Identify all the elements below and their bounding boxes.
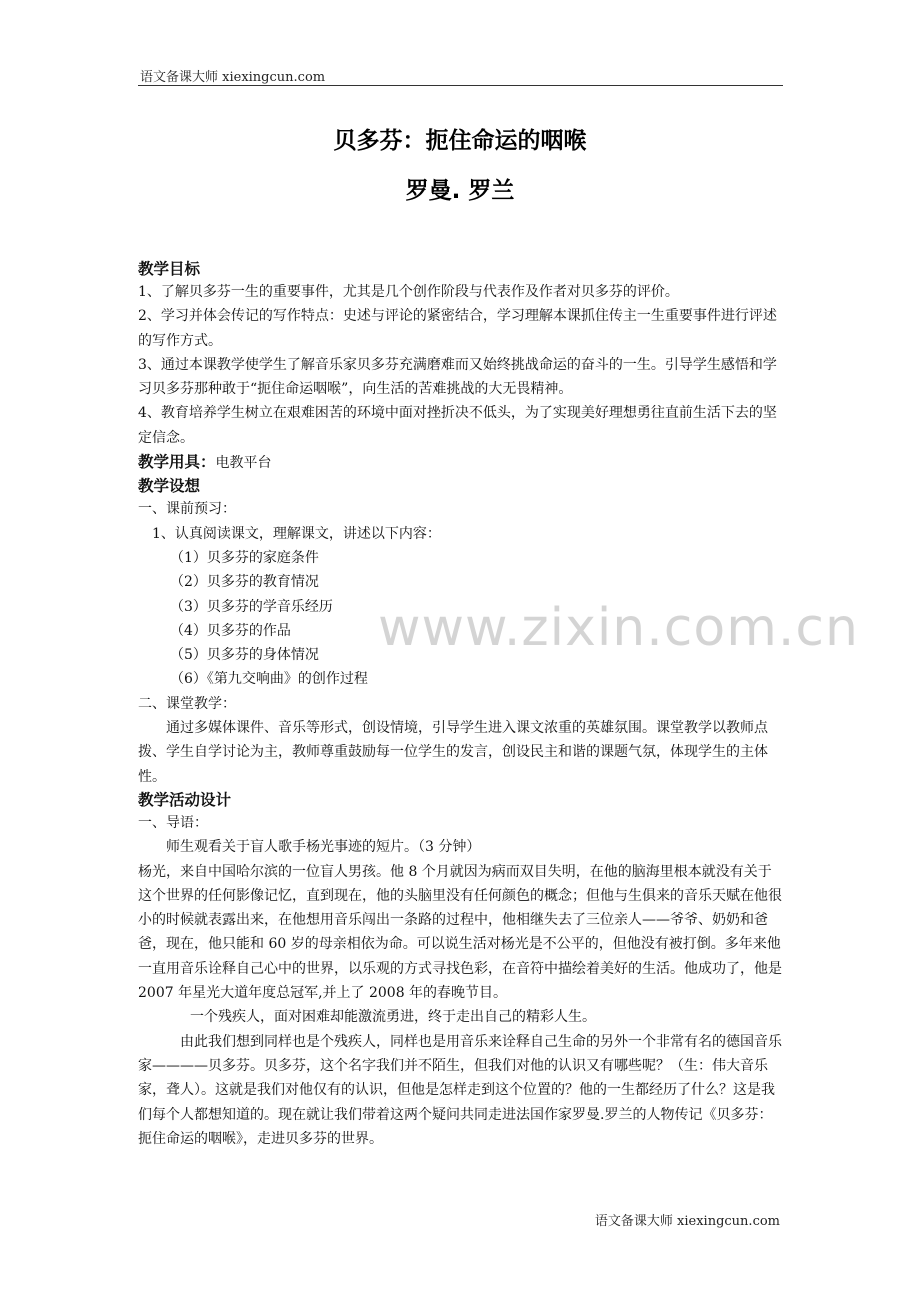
objective-item: 1、了解贝多芬一生的重要事件，尤其是几个创作阶段与代表作及作者对贝多芬的评价。	[138, 284, 679, 300]
tools-value: 电教平台	[215, 455, 272, 472]
watermark: www.zixin.com.cn	[378, 598, 859, 658]
preview-item: （2）贝多芬的教育情况	[170, 574, 319, 591]
activity-part-1: 一、导语：	[138, 814, 208, 831]
tools-line	[138, 450, 783, 475]
section-heading-activity: 教学活动设计	[138, 790, 232, 809]
design-part-2: 二、课堂教学：	[138, 695, 236, 712]
header-divider	[138, 85, 783, 86]
activity-paragraph: 一个残疾人，面对困难却能激流勇进，终于走出自己的精彩人生。	[190, 1009, 596, 1026]
preview-item: （3）贝多芬的学音乐经历	[170, 598, 333, 615]
section-heading-objectives: 教学目标	[138, 260, 201, 278]
design-part-2-text: 通过多媒体课件、音乐等形式，创设情境，引导学生进入课文浓重的英雄氛围。课堂教学以教师点拨、学生自学讨论为主，教师尊重鼓励每一位学生的发言，创设民主和谐的课题气氛，体现学生的主体性。	[138, 720, 768, 785]
design-part-1: 一、课前预习：	[138, 501, 236, 518]
objective-item: 4、教育培养学生树立在艰难困苦的环境中面对挫折决不低头，为了实现美好理想勇往直前生活下去的坚定信念。	[138, 405, 777, 446]
activity-paragraph: 杨光，来自中国哈尔滨的一位盲人男孩。他 8 个月就因为病而双目失明，在他的脑海里根本就没有关于这个世界的任何影像记忆，直到现在，他的头脑里没有任何颜色的概念；但他与生俱来的音乐天赋在他很小的时候就表露出来，在他想用音乐闯出一条路的过程中，他相继失去了三位亲人——爷爷、奶奶和爸爸，现在，他只能和 60 岁的母亲相依为命。可以说生活对杨光是不公平的，但他没有被打倒。多年来他一直用音乐诠释自己心中的世界，以乐观的方式寻找色彩，在音符中描绘着美好的生活。他成功了，他是 2007 年星光大道年度总冠军,并上了 2008 年的春晚节目。	[138, 863, 782, 1002]
activity-paragraph: 由此我们想到同样也是个残疾人，同样也是用音乐来诠释自己生命的另外一个非常有名的德国音乐家————贝多芬。贝多芬，这个名字我们并不陌生，但我们对他的认识又有哪些呢？（生：伟大音乐家，聋人）。这就是我们对他仅有的认识，但他是怎样走到这个位置的？他的一生都经历了什么？这是我们每个人都想知道的。现在就让我们带着这两个疑问共同走进法国作家罗曼.罗兰的人物传记《贝多芬：扼住命运的咽喉》，走进贝多芬的世界。	[138, 1033, 782, 1147]
page-header: 语文备课大师 xiexingcun.com	[140, 70, 326, 85]
objective-item: 2、学习并体会传记的写作特点：史述与评论的紧密结合，学习理解本课抓住传主一生重要事件进行评述的写作方式。	[138, 308, 777, 349]
preview-item: （4）贝多芬的作品	[170, 622, 291, 639]
document-body	[138, 258, 783, 1151]
tools-label: 教学用具：	[138, 453, 216, 472]
design-part-1-sub: 1、认真阅读课文，理解课文，讲述以下内容：	[152, 525, 441, 542]
activity-paragraph: 师生观看关于盲人歌手杨光事迹的短片。（3 分钟）	[166, 839, 481, 856]
preview-item: （5）贝多芬的身体情况	[170, 647, 319, 664]
page-footer: 语文备课大师 xiexingcun.com	[594, 1214, 780, 1229]
document-author: 罗曼. 罗兰	[405, 178, 515, 204]
preview-item: （6）《第九交响曲》的创作过程	[170, 671, 368, 688]
objective-item: 3、通过本课教学使学生了解音乐家贝多芬充满磨难而又始终挑战命运的奋斗的一生。引导学生感悟和学习贝多芬那种敢于“扼住命运咽喉”，向生活的苦难挑战的大无畏精神。	[138, 356, 777, 398]
document-title: 贝多芬：扼住命运的咽喉	[333, 128, 587, 154]
preview-item: （1）贝多芬的家庭条件	[170, 549, 319, 566]
section-heading-design: 教学设想	[138, 477, 201, 496]
